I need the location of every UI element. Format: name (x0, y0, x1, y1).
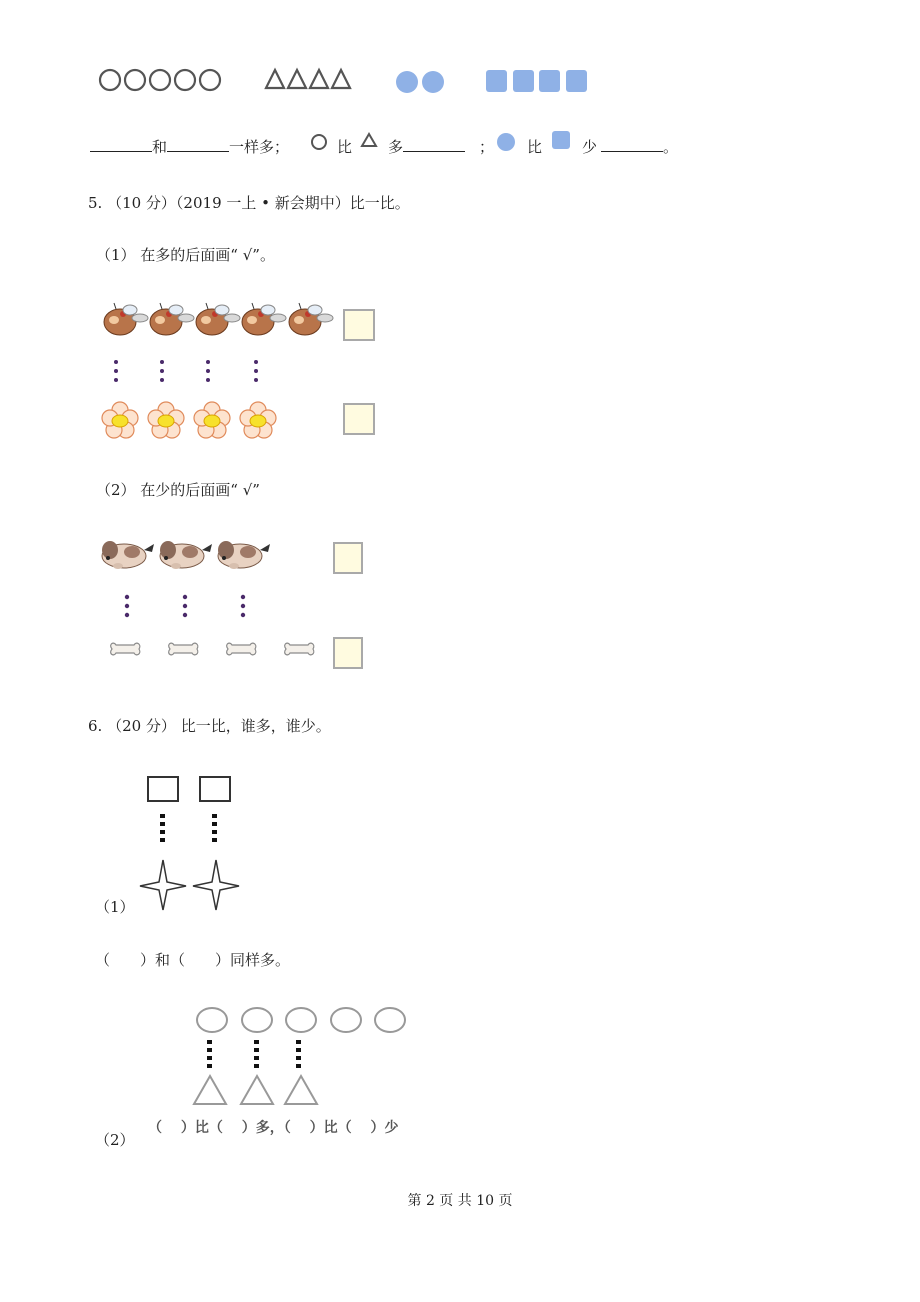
bee-icon (196, 303, 240, 335)
q6-part1-answer: （ ）和（ ）同样多。 (95, 951, 291, 969)
q5-part1-label: （1） 在多的后面画“ √”。 (96, 246, 275, 264)
word-more: 多 (388, 138, 404, 156)
compare-fill-line (90, 137, 289, 157)
q6-title: 6. （20 分） 比一比，谁多，谁少。 (88, 717, 331, 735)
blue-circles (396, 71, 444, 93)
bone-icon (111, 643, 140, 655)
flower-icon (240, 402, 276, 438)
small-blue-square-icon (551, 130, 573, 152)
bee-icon (104, 303, 148, 335)
square-shape (200, 777, 230, 801)
outline-circles (100, 70, 220, 90)
q5-connectors-1 (110, 358, 270, 388)
less-fill (582, 137, 678, 157)
bone-icon (285, 643, 314, 655)
bone-icon (227, 643, 256, 655)
bones-checkbox[interactable] (333, 637, 363, 669)
star-shape (193, 860, 239, 910)
square-shape (148, 777, 178, 801)
word-than-2: 比 (527, 138, 543, 156)
dog-icon (160, 541, 212, 569)
bee-icon (289, 303, 333, 335)
more-fill (388, 137, 494, 157)
q6-part1-num: （1） (95, 898, 135, 916)
flower-icon (148, 402, 184, 438)
dog-icon (102, 541, 154, 569)
q5-title: 5. （10 分）（2019 一上 • 新会期中）比一比。 (88, 194, 410, 212)
q5-connectors-2 (121, 593, 261, 623)
blank-4[interactable] (601, 137, 663, 152)
blank-2[interactable] (167, 137, 229, 152)
q6-part2-num: （2） (95, 1131, 135, 1149)
dog-icon (218, 541, 270, 569)
q6-part2-figure (190, 1004, 420, 1108)
blank-1[interactable] (90, 137, 152, 152)
bones-row (106, 640, 336, 666)
bees-checkbox[interactable] (343, 309, 375, 341)
bone-icon (169, 643, 198, 655)
q5-part2-label: （2） 在少的后面画“ √” (96, 481, 260, 499)
word-than-1: 比 (337, 138, 353, 156)
flower-icon (102, 402, 138, 438)
word-same: 一样多； (229, 138, 290, 156)
flower-icon (194, 402, 230, 438)
word-less: 少 (582, 138, 598, 156)
page-footer: 第 2 页 共 10 页 (407, 1193, 513, 1209)
star-shape (140, 860, 186, 910)
bee-icon (150, 303, 194, 335)
separator: ； (479, 138, 495, 156)
flowers-row (98, 400, 298, 442)
bee-icon (242, 303, 286, 335)
small-circle-icon (310, 133, 330, 153)
small-triangle-icon (360, 132, 380, 150)
top-shapes-row (95, 62, 615, 102)
dogs-checkbox[interactable] (333, 542, 363, 574)
end-period: 。 (663, 138, 679, 156)
outline-triangles (266, 70, 350, 88)
blue-squares (486, 70, 587, 92)
word-and: 和 (152, 138, 168, 156)
q6-part1-figure (136, 772, 256, 914)
flowers-checkbox[interactable] (343, 403, 375, 435)
small-blue-circle-icon (496, 132, 518, 154)
dogs-row (98, 536, 288, 576)
q6-part2-answer: （ ）比（ ）多，（ ）比（ ）少 (148, 1120, 399, 1136)
blank-3[interactable] (403, 137, 465, 152)
bees-row (98, 300, 338, 345)
